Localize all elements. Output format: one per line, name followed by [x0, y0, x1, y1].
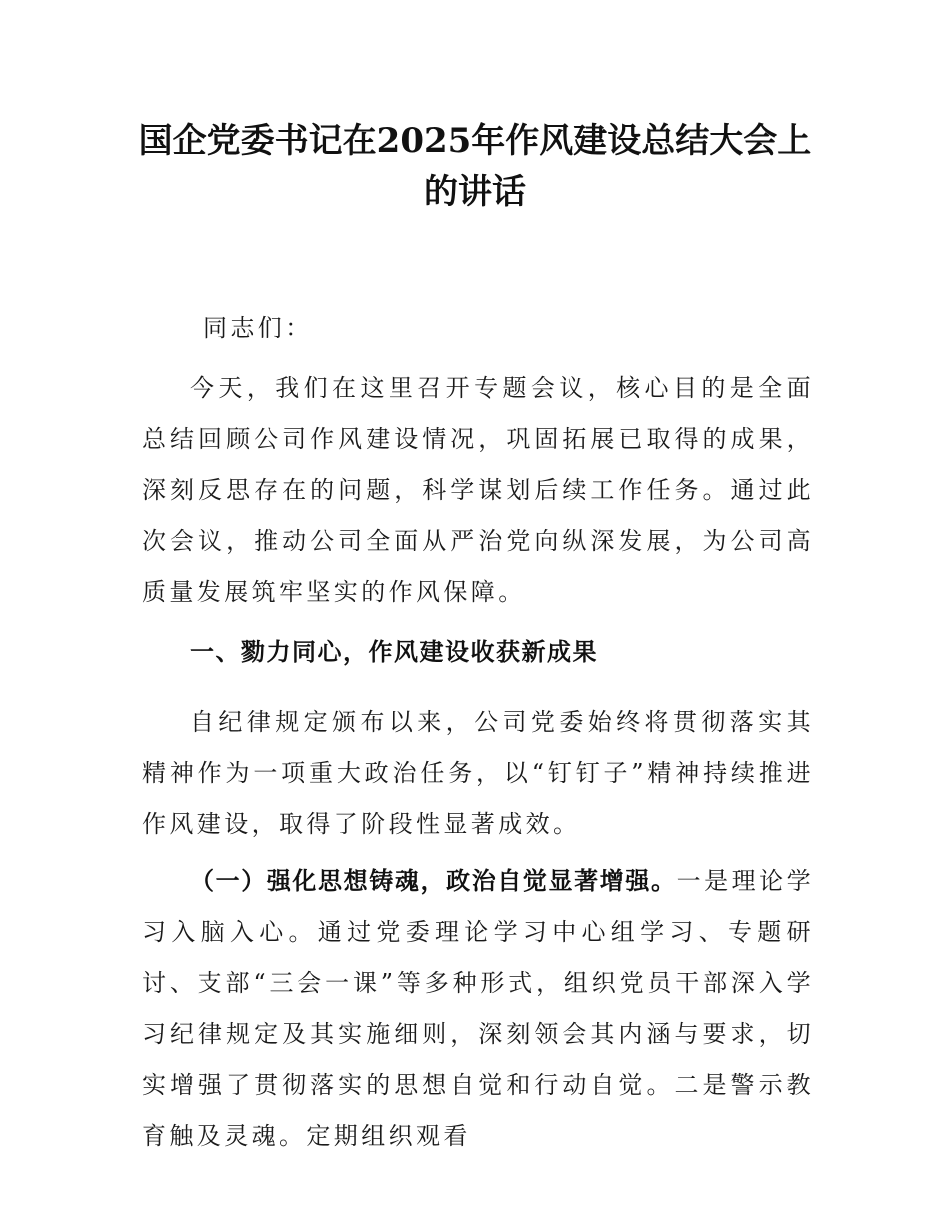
- subsection1-paragraph: [142, 856, 814, 1162]
- subsection1-text: 一是理论学习入脑入心。通过党委理论学习中心组学习、专题研讨、支部“三会一课”等多种形式，组织党员干部深入学习纪律规定及其实施细则，深刻领会其内涵与要求，切实增强了贯彻落实的思想自觉和行动自觉。二是警示教育触及灵魂。定期组织观看: [142, 867, 815, 1150]
- section1-heading: 一、勠力同心，作风建设收获新成果: [190, 638, 598, 666]
- section1-paragraph: 自纪律规定颁布以来，公司党委始终将贯彻落实其精神作为一项重大政治任务，以“钉钉子”精神持续推进作风建设，取得了阶段性显著成效。: [142, 708, 814, 838]
- intro-paragraph: 今天，我们在这里召开专题会议，核心目的是全面总结回顾公司作风建设情况，巩固拓展已取得的成果，深刻反思存在的问题，科学谋划后续工作任务。通过此次会议，推动公司全面从严治党向纵深发展，为公司高质量发展筑牢坚实的作风保障。: [142, 374, 814, 606]
- document-title-line2: 的讲话: [424, 172, 526, 212]
- salutation: 同志们：: [203, 314, 313, 342]
- document-title-line1: 国企党委书记在2025年作风建设总结大会上: [138, 121, 812, 161]
- subsection1-heading: （一）强化思想铸魂，政治自觉显著增强。: [190, 867, 677, 895]
